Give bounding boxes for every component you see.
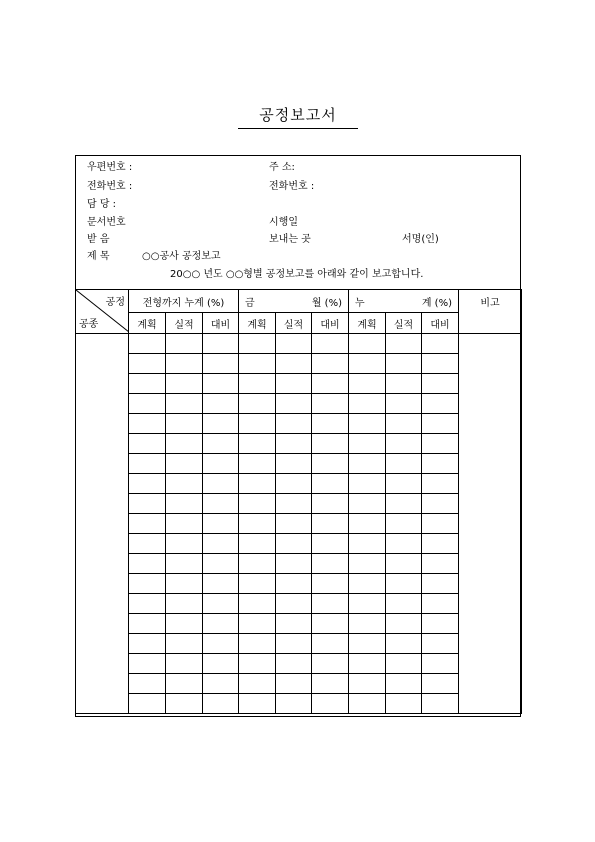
table-cell[interactable] [312, 574, 349, 594]
table-cell[interactable] [312, 654, 349, 674]
document-title: 공정보고서 [259, 106, 337, 124]
table-cell[interactable] [386, 474, 422, 494]
table-cell[interactable] [422, 334, 459, 354]
table-cell[interactable] [386, 594, 422, 614]
table-cell[interactable] [203, 414, 239, 434]
table-cell[interactable] [166, 354, 203, 374]
table-cell[interactable] [166, 614, 203, 634]
table-cell[interactable] [129, 494, 166, 514]
table-cell[interactable] [166, 374, 203, 394]
table-cell[interactable] [239, 374, 276, 394]
table-cell[interactable] [349, 674, 386, 694]
table-cell[interactable] [349, 474, 386, 494]
table-cell[interactable] [129, 394, 166, 414]
table-cell[interactable] [129, 514, 166, 534]
table-cell[interactable] [239, 454, 276, 474]
table-cell[interactable] [239, 474, 276, 494]
table-cell[interactable] [166, 654, 203, 674]
table-subheader-row [76, 313, 522, 334]
table-cell[interactable] [239, 654, 276, 674]
table-row [76, 474, 522, 494]
table-row [76, 334, 522, 354]
table-cell[interactable] [166, 414, 203, 434]
table-cell[interactable] [203, 694, 239, 714]
table-cell[interactable] [276, 354, 312, 374]
table-cell[interactable] [422, 414, 459, 434]
table-row [76, 614, 522, 634]
table-cell[interactable] [386, 394, 422, 414]
table-cell[interactable] [203, 514, 239, 534]
table-row [76, 594, 522, 614]
table-cell[interactable] [203, 554, 239, 574]
table-cell[interactable] [239, 554, 276, 574]
table-cell[interactable] [312, 494, 349, 514]
table-row [76, 394, 522, 414]
table-cell[interactable] [312, 354, 349, 374]
phone-label-left: 전화번호 : [87, 181, 133, 192]
subheader-ratio: 대비 [422, 313, 459, 334]
table-cell[interactable] [239, 354, 276, 374]
table-cell[interactable] [349, 694, 386, 714]
table-cell[interactable] [239, 514, 276, 534]
subheader-ratio: 대비 [312, 313, 349, 334]
table-cell[interactable] [422, 454, 459, 474]
table-cell[interactable] [349, 494, 386, 514]
address-label: 주 소: [269, 162, 295, 173]
table-cell[interactable] [422, 374, 459, 394]
table-cell[interactable] [312, 594, 349, 614]
table-cell[interactable] [349, 354, 386, 374]
table-cell[interactable] [276, 694, 312, 714]
table-cell[interactable] [203, 474, 239, 494]
table-cell[interactable] [239, 634, 276, 654]
table-cell[interactable] [239, 594, 276, 614]
table-cell[interactable] [312, 674, 349, 694]
table-cell[interactable] [312, 474, 349, 494]
table-cell[interactable] [203, 674, 239, 694]
table-cell[interactable] [203, 654, 239, 674]
table-cell[interactable] [166, 634, 203, 654]
table-cell[interactable] [422, 594, 459, 614]
subject-label: 제 목 [87, 251, 110, 262]
table-cell[interactable] [386, 534, 422, 554]
table-cell[interactable] [386, 654, 422, 674]
table-row [76, 414, 522, 434]
table-cell[interactable] [166, 494, 203, 514]
subheader-actual: 실적 [166, 313, 203, 334]
table-cell[interactable] [349, 534, 386, 554]
table-cell[interactable] [166, 514, 203, 534]
table-row [76, 514, 522, 534]
table-row [76, 434, 522, 454]
table-cell[interactable] [129, 434, 166, 454]
table-cell[interactable] [276, 394, 312, 414]
table-cell[interactable] [422, 614, 459, 634]
table-cell[interactable] [386, 694, 422, 714]
table-cell[interactable] [239, 534, 276, 554]
group-cumulative-b: 계 (%) [421, 297, 452, 309]
table-cell[interactable] [129, 574, 166, 594]
table-cell[interactable] [129, 694, 166, 714]
table-cell[interactable] [386, 494, 422, 514]
table-cell[interactable] [422, 674, 459, 694]
table-cell[interactable] [276, 574, 312, 594]
table-cell[interactable] [203, 354, 239, 374]
table-cell[interactable] [166, 674, 203, 694]
table-cell[interactable] [312, 514, 349, 534]
table-cell[interactable] [129, 354, 166, 374]
table-cell[interactable] [276, 594, 312, 614]
table-cell[interactable] [276, 454, 312, 474]
table-cell[interactable] [276, 374, 312, 394]
table-cell[interactable] [349, 574, 386, 594]
table-cell[interactable] [349, 654, 386, 674]
table-cell[interactable] [422, 534, 459, 554]
table-cell[interactable] [276, 554, 312, 574]
table-cell[interactable] [166, 434, 203, 454]
table-cell[interactable] [129, 614, 166, 634]
table-row [76, 674, 522, 694]
table-row [76, 354, 522, 374]
table-cell[interactable] [312, 414, 349, 434]
table-cell[interactable] [276, 654, 312, 674]
table-cell[interactable] [166, 394, 203, 414]
table-cell[interactable] [129, 634, 166, 654]
group-this-month [239, 290, 349, 313]
table-cell[interactable] [276, 474, 312, 494]
table-cell[interactable] [312, 554, 349, 574]
table-cell[interactable] [422, 554, 459, 574]
subheader-actual: 실적 [386, 313, 422, 334]
table-cell[interactable] [239, 674, 276, 694]
table-cell[interactable] [166, 594, 203, 614]
table-cell[interactable] [349, 514, 386, 534]
table-row [76, 634, 522, 654]
remarks-column[interactable] [459, 334, 522, 714]
table-cell[interactable] [349, 394, 386, 414]
table-cell[interactable] [349, 374, 386, 394]
table-cell[interactable] [349, 554, 386, 574]
table-cell[interactable] [422, 434, 459, 454]
table-cell[interactable] [349, 614, 386, 634]
table-cell[interactable] [239, 434, 276, 454]
table-cell[interactable] [166, 474, 203, 494]
table-cell[interactable] [203, 374, 239, 394]
table-cell[interactable] [203, 434, 239, 454]
manager-label: 담 당 : [87, 199, 117, 210]
table-cell[interactable] [166, 334, 203, 354]
table-cell[interactable] [422, 394, 459, 414]
table-cell[interactable] [239, 694, 276, 714]
table-cell[interactable] [386, 514, 422, 534]
table-cell[interactable] [386, 354, 422, 374]
group-cumulative [349, 290, 459, 313]
table-cell[interactable] [312, 454, 349, 474]
table-cell[interactable] [203, 494, 239, 514]
table-cell[interactable] [276, 534, 312, 554]
subheader-ratio: 대비 [203, 313, 239, 334]
table-cell[interactable] [386, 614, 422, 634]
group-cumulative-a: 누 [355, 297, 365, 309]
table-row [76, 554, 522, 574]
table-cell[interactable] [129, 334, 166, 354]
table-cell[interactable] [386, 574, 422, 594]
work-type-column[interactable] [76, 334, 129, 714]
table-cell[interactable] [349, 334, 386, 354]
table-cell[interactable] [386, 634, 422, 654]
corner-top-label: 공정 [105, 297, 125, 308]
table-cell[interactable] [276, 634, 312, 654]
table-cell[interactable] [386, 454, 422, 474]
table-row [76, 574, 522, 594]
table-cell[interactable] [129, 414, 166, 434]
progress-table [75, 289, 522, 714]
group-this-month-b: 월 (%) [311, 297, 342, 309]
table-cell[interactable] [422, 494, 459, 514]
table-cell[interactable] [386, 374, 422, 394]
table-cell[interactable] [239, 394, 276, 414]
table-cell[interactable] [129, 654, 166, 674]
subheader-plan: 계획 [349, 313, 386, 334]
table-cell[interactable] [166, 574, 203, 594]
table-cell[interactable] [386, 334, 422, 354]
table-cell[interactable] [276, 434, 312, 454]
table-cell[interactable] [129, 674, 166, 694]
phone-label-right: 전화번호 : [269, 181, 315, 192]
table-cell[interactable] [349, 454, 386, 474]
table-cell[interactable] [422, 574, 459, 594]
table-cell[interactable] [203, 454, 239, 474]
sender-label: 보내는 곳 [269, 234, 311, 245]
table-cell[interactable] [349, 414, 386, 434]
table-cell[interactable] [129, 594, 166, 614]
table-cell[interactable] [386, 414, 422, 434]
table-cell[interactable] [239, 574, 276, 594]
table-cell[interactable] [239, 614, 276, 634]
table-header-row [76, 290, 522, 313]
subheader-plan: 계획 [239, 313, 276, 334]
table-cell[interactable] [349, 434, 386, 454]
issue-date-label: 시행일 [269, 217, 298, 228]
table-cell[interactable] [422, 474, 459, 494]
table-cell[interactable] [276, 494, 312, 514]
table-cell[interactable] [203, 634, 239, 654]
table-row [76, 694, 522, 714]
table-cell[interactable] [239, 494, 276, 514]
group-cumulative-previous: 전형까지 누계 (%) [129, 290, 239, 313]
table-cell[interactable] [386, 434, 422, 454]
table-cell[interactable] [166, 454, 203, 474]
table-cell[interactable] [349, 594, 386, 614]
table-cell[interactable] [312, 634, 349, 654]
table-cell[interactable] [312, 374, 349, 394]
table-cell[interactable] [349, 634, 386, 654]
table-cell[interactable] [203, 394, 239, 414]
table-cell[interactable] [203, 594, 239, 614]
subject-value: ○○공사 공정보고 [142, 251, 221, 262]
subheader-plan: 계획 [129, 313, 166, 334]
table-cell[interactable] [276, 614, 312, 634]
table-row [76, 494, 522, 514]
table-cell[interactable] [276, 514, 312, 534]
corner-bottom-label: 공종 [79, 319, 99, 330]
table-cell[interactable] [422, 634, 459, 654]
postal-code-label: 우편번호 : [87, 162, 133, 173]
table-cell[interactable] [166, 694, 203, 714]
document-number-label: 문서번호 [87, 217, 126, 228]
report-body-text: 20○○ 년도 ○○형별 공정보고를 아래와 같이 보고합니다. [170, 269, 424, 280]
table-cell[interactable] [239, 334, 276, 354]
table-cell[interactable] [422, 354, 459, 374]
table-cell[interactable] [386, 674, 422, 694]
table-cell[interactable] [312, 694, 349, 714]
table-row [76, 534, 522, 554]
table-cell[interactable] [276, 414, 312, 434]
table-cell[interactable] [129, 374, 166, 394]
table-cell[interactable] [203, 334, 239, 354]
table-cell[interactable] [386, 554, 422, 574]
table-cell[interactable] [203, 614, 239, 634]
table-cell[interactable] [129, 554, 166, 574]
table-cell[interactable] [239, 414, 276, 434]
table-cell[interactable] [203, 534, 239, 554]
table-cell[interactable] [166, 554, 203, 574]
table-cell[interactable] [422, 514, 459, 534]
table-cell[interactable] [129, 474, 166, 494]
group-this-month-a: 금 [245, 297, 255, 309]
corner-cell [76, 290, 129, 334]
receiver-label: 받 음 [87, 234, 110, 245]
remarks-header: 비고 [459, 290, 522, 334]
table-row [76, 454, 522, 474]
table-cell[interactable] [276, 334, 312, 354]
table-cell[interactable] [276, 674, 312, 694]
table-cell[interactable] [422, 654, 459, 674]
table-cell[interactable] [422, 694, 459, 714]
subheader-actual: 실적 [276, 313, 312, 334]
table-row [76, 374, 522, 394]
table-cell[interactable] [129, 534, 166, 554]
table-cell[interactable] [312, 614, 349, 634]
table-cell[interactable] [166, 534, 203, 554]
table-cell[interactable] [312, 534, 349, 554]
signature-label: 서명(인) [402, 234, 439, 245]
table-cell[interactable] [312, 334, 349, 354]
table-cell[interactable] [312, 434, 349, 454]
table-row [76, 654, 522, 674]
table-cell[interactable] [129, 454, 166, 474]
title-underline [238, 128, 358, 129]
table-cell[interactable] [203, 574, 239, 594]
table-cell[interactable] [312, 394, 349, 414]
